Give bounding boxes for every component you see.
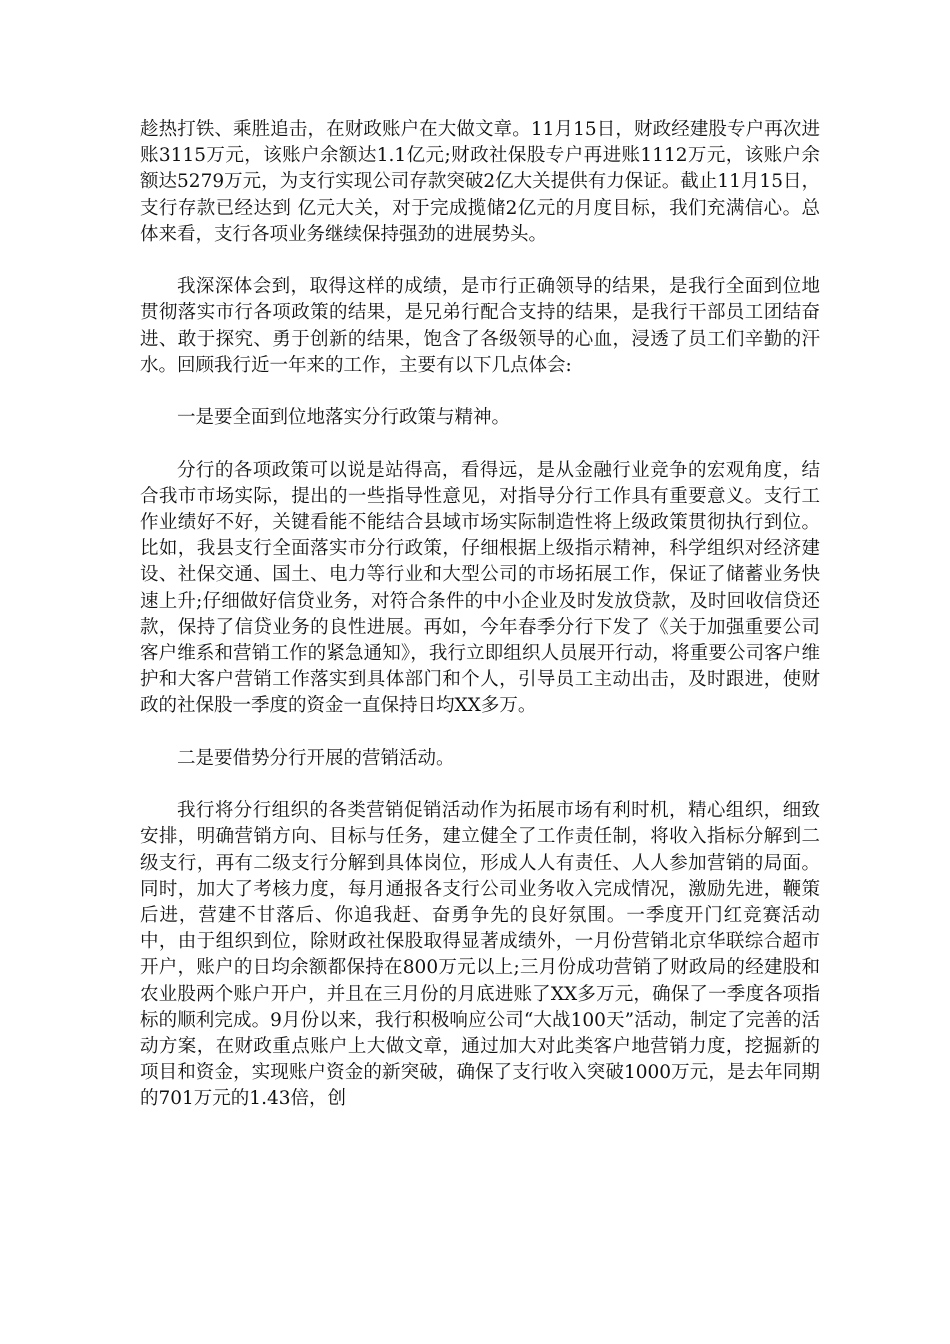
- paragraph-point-two-body: 我行将分行组织的各类营销促销活动作为拓展市场有利时机，精心组织，细致安排，明确营销方向、目标与任务，建立健全了工作责任制，将收入指标分解到二级支行，再有二级支行分解到具体岗位，形成人人有责任、人人参加营销的局面。同时，加大了考核力度，每月通报各支行公司业务收入完成情况，激励先进，鞭策后进，营建不甘落后、你追我赶、奋勇争先的良好氛围。一季度开门红竞赛活动中，由于组织到位，除财政社保股取得显著成绩外，一月份营销北京华联综合超市开户，账户的日均余额都保持在800万元以上;三月份成功营销了财政局的经建股和农业股两个账户开户，并且在三月份的月底进账了XX多万元，确保了一季度各项指标的顺利完成。9月份以来，我行积极响应公司“大战100天”活动，制定了完善的活动方案，在财政重点账户上大做文章，通过加大对此类客户地营销力度，挖掘新的项目和资金，实现账户资金的新突破，确保了支行收入突破1000万元，是去年同期的701万元的1.43倍，创: [140, 800, 820, 1110]
- heading-point-two: 二是要借势分行开展的营销活动。: [177, 747, 455, 769]
- document-body: [140, 117, 820, 1113]
- paragraph-point-one-body: 分行的各项政策可以说是站得高，看得远，是从金融行业竞争的宏观角度，结合我市市场实际，提出的一些指导性意见，对指导分行工作具有重要意义。支行工作业绩好不好，关键看能不能结合县域市场实际制造性将上级政策贯彻执行到位。比如，我县支行全面落实市分行政策，仔细根据上级指示精神，科学组织对经济建设、社保交通、国土、电力等行业和大型公司的市场拓展工作，保证了储蓄业务快速上升;仔细做好信贷业务，对符合条件的中小企业及时发放贷款，及时回收信贷还款，保持了信贷业务的良性进展。再如，今年春季分行下发了《关于加强重要公司客户维系和营销工作的紧急通知》，我行立即组织人员展开行动，将重要公司客户维护和大客户营销工作落实到具体部门和个人，引导员工主动出击，及时跟进，使财政的社保股一季度的资金一直保持日均XX多万。: [140, 459, 820, 717]
- paragraph-reflection: 我深深体会到，取得这样的成绩，是市行正确领导的结果，是我行全面到位地贯彻落实市行各项政策的结果，是兄弟行配合支持的结果，是我行干部员工团结奋进、敢于探究、勇于创新的结果，饱含了各级领导的心血，浸透了员工们辛勤的汗水。回顾我行近一年来的工作，主要有以下几点体会:: [140, 276, 820, 376]
- paragraph-continuation: 趁热打铁、乘胜追击，在财政账户在大做文章。11月15日，财政经建股专户再次进账3115万元，该账户余额达1.1亿元;财政社保股专户再进账1112万元，该账户余额达5279万元，为支行实现公司存款突破2亿大关提供有力保证。截止11月15日，支行存款已经达到 亿元大关，对于完成揽储2亿元的月度目标，我们充满信心。总体来看，支行各项业务继续保持强劲的进展势头。: [140, 119, 820, 245]
- heading-point-one: 一是要全面到位地落实分行政策与精神。: [177, 407, 511, 429]
